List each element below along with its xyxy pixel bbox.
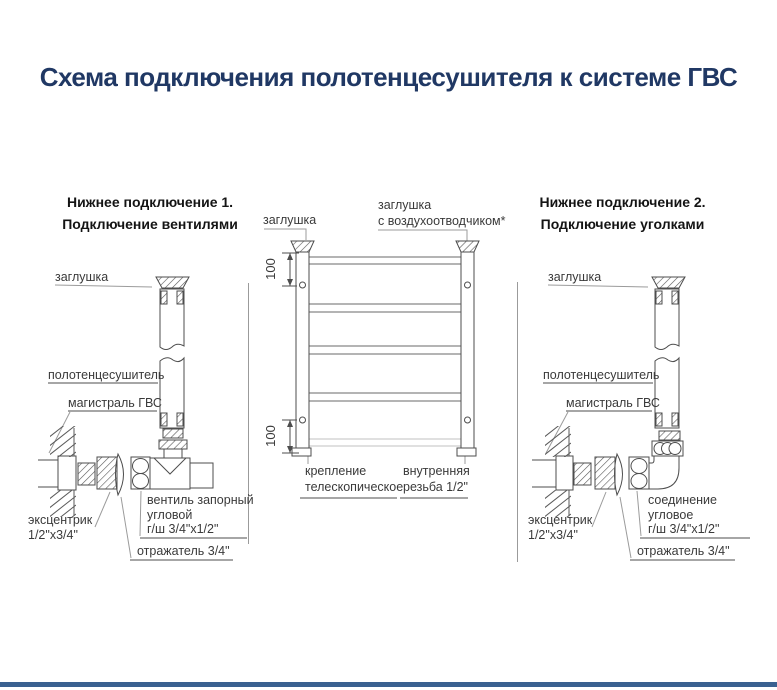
right-eccentric (574, 457, 615, 489)
right-plug-cap (652, 277, 685, 288)
left-eccentric (78, 457, 117, 489)
inner-thread-label-line1: внутренняя (403, 464, 470, 478)
left-valve-label-line2: угловой (147, 507, 193, 522)
air-vent-plug-label-line2: с воздухоотводчиком* (378, 213, 506, 228)
center-diagram (264, 229, 479, 498)
mounting-label (305, 463, 403, 495)
right-corner-label-line1: соединение (648, 493, 717, 507)
left-plug-cap (156, 277, 189, 288)
center-plug-label: заглушка (263, 213, 317, 227)
right-hws-main-pipe (532, 456, 573, 490)
right-plug-label: заглушка (548, 270, 602, 284)
left-heading-line1: Нижнее подключение 1. (66, 194, 234, 210)
bottom-accent-bar (0, 682, 777, 687)
dimension-top-value: 100 (263, 258, 278, 280)
dimension-bottom-value: 100 (263, 425, 278, 447)
right-eccentric-label (528, 513, 592, 542)
right-corner-label-line2: угловое (648, 507, 694, 522)
left-hws-main-pipe (38, 456, 76, 490)
right-reflector (615, 454, 623, 495)
mounting-label-line2: телескопическое (305, 480, 404, 494)
left-eccentric-label (28, 513, 92, 542)
left-angle-valve (131, 429, 213, 489)
inner-thread-label-line2: резьба 1/2" (403, 480, 468, 494)
right-hws-main-label: магистраль ГВС (566, 396, 660, 410)
right-heading-line1: Нижнее подключение 2. (539, 194, 706, 210)
air-vent-plug-label (378, 198, 505, 229)
left-hws-main-label: магистраль ГВС (68, 396, 162, 410)
left-valve-label (147, 493, 254, 537)
left-towel-rail-label: полотенцесушитель (48, 368, 165, 382)
left-reflector-label: отражатель 3/4" (137, 544, 230, 558)
right-reflector-label: отражатель 3/4" (637, 544, 730, 558)
left-towel-rail-pipe (160, 289, 184, 428)
right-corner-label (648, 493, 719, 537)
right-corner-connection (629, 431, 683, 489)
left-eccentric-label-line1: эксцентрик (28, 513, 93, 527)
left-valve-label-line1: вентиль запорный (147, 493, 254, 507)
mounting-label-line1: крепление (305, 464, 367, 478)
left-plug-label: заглушка (55, 270, 109, 284)
left-heading-line2: Подключение вентилями (62, 216, 238, 232)
right-eccentric-label-line1: эксцентрик (528, 513, 593, 527)
inner-thread-label (403, 463, 470, 495)
left-valve-label-line3: г/ш 3/4"х1/2" (147, 522, 219, 536)
right-corner-label-line3: г/ш 3/4"х1/2" (648, 522, 720, 536)
page-title: Схема подключения полотенцесушителя к системе ГВС (39, 62, 738, 92)
left-eccentric-label-line2: 1/2"х3/4" (28, 527, 78, 542)
right-towel-rail-label: полотенцесушитель (543, 368, 660, 382)
towel-rail-rungs (309, 257, 461, 446)
right-heading-line2: Подключение уголками (540, 216, 705, 232)
air-vent-plug-label-line1: заглушка (378, 198, 432, 212)
right-eccentric-label-line2: 1/2"х3/4" (528, 527, 578, 542)
